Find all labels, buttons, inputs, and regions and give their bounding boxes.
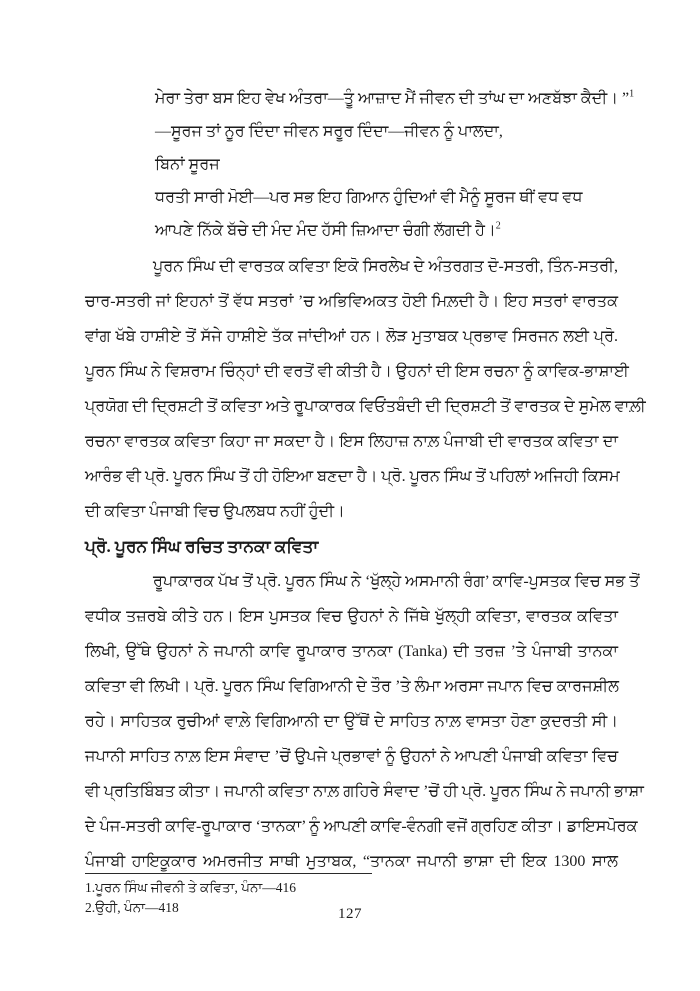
body-line: ਰਹੇ। ਸਾਹਿਤਕ ਰੁਚੀਆਂ ਵਾਲ਼ੇ ਵਿਗਿਆਨੀ ਦਾ ਉੱਥੋਂ ਦੇ ਸਾਹਿਤ ਨਾਲ਼ ਵਾਸਤਾ ਹੋਣਾ ਕੁਦਰਤੀ ਸੀ। <box>85 713 618 730</box>
body-line: ਪੂਰਨ ਸਿੰਘ ਦੀ ਵਾਰਤਕ ਕਵਿਤਾ ਇਕੋ ਸਿਰਲੇਖ ਦੇ ਅੰਤਰਗਤ ਦੋ-ਸਤਰੀ, ਤਿੰਨ-ਸਤਰੀ, <box>153 258 618 275</box>
page-number: 127 <box>338 906 362 922</box>
verse-line-text: ਆਪਣੇ ਨਿੱਕੇ ਬੱਚੇ ਦੀ ਮੰਦ ਮੰਦ ਹੱਸੀ ਜ਼ਿਆਦਾ ਚੰਗੀ ਲੱਗਦੀ ਹੈ। <box>155 222 496 239</box>
verse-line <box>155 82 635 115</box>
body-line: ਦੇ ਪੰਜ-ਸਤਰੀ ਕਾਵਿ-ਰੂਪਾਕਾਰ ‘ਤਾਨਕਾ’ ਨੂੰ ਆਪਣੀ ਕਾਵਿ-ਵੰਨਗੀ ਵਜੋਂ ਗ੍ਰਹਿਣ ਕੀਤਾ। ਡਾਇਸਪੋਰਕ <box>85 818 638 835</box>
body-line: ਵਾਂਗ ਖੱਬੇ ਹਾਸ਼ੀਏ ਤੋਂ ਸੱਜੇ ਹਾਸ਼ੀਏ ਤੱਕ ਜਾਂਦੀਆਂ ਹਨ। ਲੋੜ ਮੁਤਾਬਕ ਪ੍ਰਭਾਵ ਸਿਰਜਨ ਲਈ ਪ੍ਰੋ. <box>85 328 618 345</box>
footnote: 1.ਪੂਰਨ ਸਿੰਘ ਜੀਵਨੀ ਤੇ ਕਵਿਤਾ, ਪੰਨਾ—416 <box>85 880 297 895</box>
body-line: ਦੀ ਕਵਿਤਾ ਪੰਜਾਬੀ ਵਿਚ ਉਪਲਬਧ ਨਹੀਂ ਹੁੰਦੀ। <box>85 503 345 520</box>
verse-line: ਬਿਨਾਂ ਸੂਰਜ <box>155 156 220 173</box>
body-line: ਵਧੀਕ ਤਜ਼ਰਬੇ ਕੀਤੇ ਹਨ। ਇਸ ਪੁਸਤਕ ਵਿਚ ਉਹਨਾਂ ਨੇ ਜਿੱਥੇ ਖੁੱਲ੍ਹੀ ਕਵਿਤਾ, ਵਾਰਤਕ ਕਵਿਤਾ <box>85 608 618 625</box>
paragraph <box>85 249 646 529</box>
verse-line: ਧਰਤੀ ਸਾਰੀ ਮੋਈ—ਪਰ ਸਭ ਇਹ ਗਿਆਨ ਹੁੰਦਿਆਂ ਵੀ ਮੈਨੂੰ ਸੂਰਜ ਥੀਂ ਵਧ ਵਧ <box>155 189 583 206</box>
footnote-ref-1: 1 <box>629 88 635 100</box>
footnote-ref-2: 2 <box>495 220 501 232</box>
page-content <box>85 82 646 918</box>
body-line: ਰੂਪਾਕਾਰਕ ਪੱਖ ਤੋਂ ਪ੍ਰੋ. ਪੂਰਨ ਸਿੰਘ ਨੇ ‘ਖੁੱਲ੍ਹੇ ਅਸਮਾਨੀ ਰੰਗ’ ਕਾਵਿ-ਪੁਸਤਕ ਵਿਚ ਸਭ ਤੋਂ <box>153 573 640 590</box>
body-line: ਪੂਰਨ ਸਿੰਘ ਨੇ ਵਿਸ਼ਰਾਮ ਚਿੰਨ੍ਹਾਂ ਦੀ ਵਰਤੋਂ ਵੀ ਕੀਤੀ ਹੈ। ਉਹਨਾਂ ਦੀ ਇਸ ਰਚਨਾ ਨੂੰ ਕਾਵਿਕ-ਭਾਸ਼ਾਈ <box>85 363 629 380</box>
body-line: ਜਪਾਨੀ ਸਾਹਿਤ ਨਾਲ਼ ਇਸ ਸੰਵਾਦ ’ਚੋਂ ਉਪਜੇ ਪ੍ਰਭਾਵਾਂ ਨੂੰ ਉਹਨਾਂ ਨੇ ਆਪਣੀ ਪੰਜਾਬੀ ਕਵਿਤਾ ਵਿਚ <box>85 748 618 765</box>
body-line: ਰਚਨਾ ਵਾਰਤਕ ਕਵਿਤਾ ਕਿਹਾ ਜਾ ਸਕਦਾ ਹੈ। ਇਸ ਲਿਹਾਜ਼ ਨਾਲ਼ ਪੰਜਾਬੀ ਦੀ ਵਾਰਤਕ ਕਵਿਤਾ ਦਾ <box>85 433 618 450</box>
section-heading-text: ਪ੍ਰੋ. ਪੂਰਨ ਸਿੰਘ ਰਚਿਤ ਤਾਨਕਾ ਕਵਿਤਾ <box>85 537 319 556</box>
body-line: ਵੀ ਪ੍ਰਤਿਬਿੰਬਤ ਕੀਤਾ। ਜਪਾਨੀ ਕਵਿਤਾ ਨਾਲ਼ ਗਹਿਰੇ ਸੰਵਾਦ ’ਚੋਂ ਹੀ ਪ੍ਰੋ. ਪੂਰਨ ਸਿੰਘ ਨੇ ਜਪਾਨੀ ਭਾਸ਼ਾ <box>85 783 644 800</box>
section-heading <box>85 529 618 564</box>
verse-line-text: ਮੇਰਾ ਤੇਰਾ ਬਸ ਇਹ ਵੇਖ ਅੰਤਰਾ—ਤੂੰ ਆਜ਼ਾਦ ਮੈਂ ਜੀਵਨ ਦੀ ਤਾਂਘ ਦਾ ਅਣਬੱਝਾ ਕੈਦੀ। ” <box>155 90 630 107</box>
body-line: ਪ੍ਰਯੋਗ ਦੀ ਦ੍ਰਿਸ਼ਟੀ ਤੋਂ ਕਵਿਤਾ ਅਤੇ ਰੂਪਾਕਾਰਕ ਵਿਓਂਤਬੰਦੀ ਦੀ ਦ੍ਰਿਸ਼ਟੀ ਤੋਂ ਵਾਰਤਕ ਦੇ ਸੁਮੇਲ ਵਾਲ਼ੀ <box>85 398 646 415</box>
body-line: ਚਾਰ-ਸਤਰੀ ਜਾਂ ਇਹਨਾਂ ਤੋਂ ਵੱਧ ਸਤਰਾਂ ’ਚ ਅਭਿਵਿਅਕਤ ਹੋਈ ਮਿਲ਼ਦੀ ਹੈ। ਇਹ ਸਤਰਾਂ ਵਾਰਤਕ <box>85 293 618 310</box>
body-line: ਆਰੰਭ ਵੀ ਪ੍ਰੋ. ਪੂਰਨ ਸਿੰਘ ਤੋਂ ਹੀ ਹੋਇਆ ਬਣਦਾ ਹੈ। ਪ੍ਰੋ. ਪੂਰਨ ਸਿੰਘ ਤੋਂ ਪਹਿਲਾਂ ਅਜਿਹੀ ਕਿਸਮ <box>85 468 620 485</box>
paragraph <box>85 564 644 879</box>
verse-quote-block <box>155 82 635 247</box>
body-line: ਲਿਖੀ, ਉੱਥੇ ਉਹਨਾਂ ਨੇ ਜਪਾਨੀ ਕਾਵਿ ਰੂਪਾਕਾਰ ਤਾਨਕਾ (Tanka) ਦੀ ਤਰਜ਼ ’ਤੇ ਪੰਜਾਬੀ ਤਾਨਕਾ <box>85 643 618 660</box>
verse-line <box>155 214 618 247</box>
verse-line: —ਸੂਰਜ ਤਾਂ ਨੂਰ ਦਿੰਦਾ ਜੀਵਨ ਸਰੂਰ ਦਿੰਦਾ—ਜੀਵਨ ਨੂੰ ਪਾਲਦਾ, <box>155 123 503 140</box>
body-line: ਕਵਿਤਾ ਵੀ ਲਿਖੀ। ਪ੍ਰੋ. ਪੂਰਨ ਸਿੰਘ ਵਿਗਿਆਨੀ ਦੇ ਤੌਰ ’ਤੇ ਲੰਮਾ ਅਰਸਾ ਜਪਾਨ ਵਿਚ ਕਾਰਜਸ਼ੀਲ <box>85 678 619 695</box>
body-line: ਪੰਜਾਬੀ ਹਾਇਕੂਕਾਰ ਅਮਰਜੀਤ ਸਾਥੀ ਮੁਤਾਬਕ, “ਤਾਨਕਾ ਜਪਾਨੀ ਭਾਸ਼ਾ ਦੀ ਇਕ 1300 ਸਾਲ <box>85 853 618 870</box>
footnote: 2.ਉਹੀ, ਪੰਨਾ—418 <box>85 900 179 915</box>
